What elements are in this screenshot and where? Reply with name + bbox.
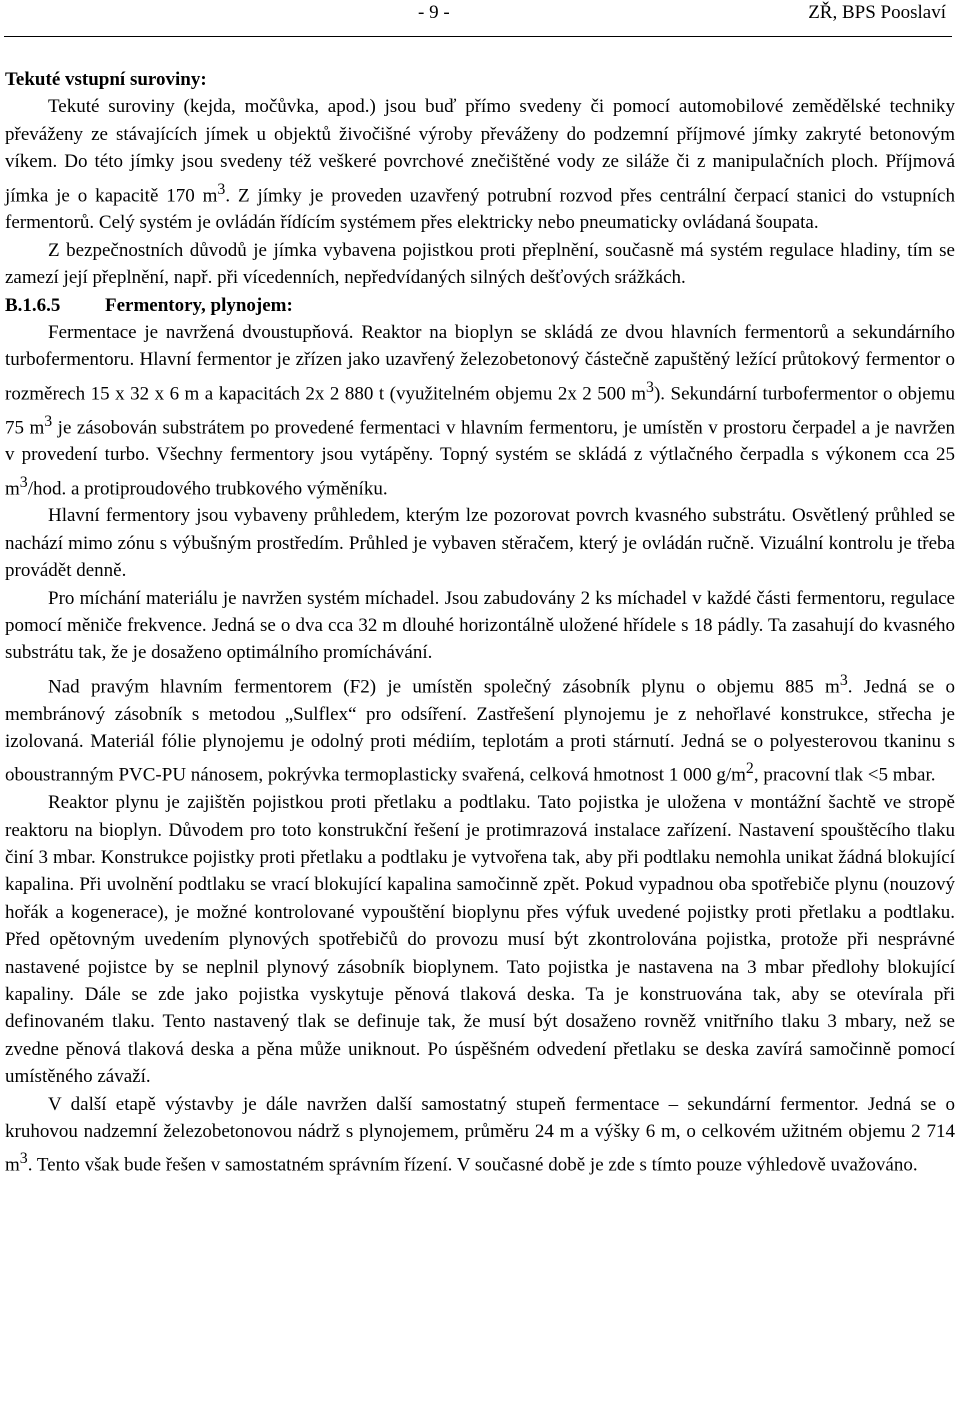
superscript: 3 [44,412,53,430]
header-source: ZŘ, BPS Pooslaví [808,2,946,23]
superscript: 3 [839,671,848,689]
paragraph [5,93,955,236]
text: . Tento však bude řešen v samostatném správním řízení. V současné době je zde s tímto pouze výhledově uvažováno. [27,1154,918,1176]
text: , pracovní tlak <5 mbar. [753,764,936,786]
text: Tekuté suroviny (kejda, močůvka, apod.) jsou buď přímo svedeny či pomocí automobilové zemědělské techniky převáženy ze stávajících jímek u objektů živočišné výroby převáženy do podzemní příjmové jímky zakryté betonovým víkem. Do této jímky jsou svedeny též veškeré povrchové znečištěné vody ze siláže či z manipulačních ploch. Příjmová jímka je o kapacitě 170 m [5,96,955,206]
paragraph: Z bezpečnostních důvodů je jímka vybavena pojistkou proti přeplnění, současně má systém regulace hladiny, tím se zamezí její přeplnění, např. při vícedenních, nepředvídaných silných dešťových srážkách. [5,239,955,289]
superscript: 3 [19,473,28,491]
subsection-title: Fermentory, plynojem: [105,294,293,316]
paragraph: Hlavní fermentory jsou vybaveny průhledem, kterým lze pozorovat povrch kvasného substrátu. Osvětlený průhled se nachází mimo zónu s výbušným prostředím. Průhled je vybaven stěračem, který je ovládán ručně. Vizuální kontrolu je třeba provádět denně. [5,505,955,582]
text: Fermentace je navržená dvoustupňová. Reaktor na bioplyn se skládá ze dvou hlavních fermentorů a sekundárního turbofermentoru. Hlavní fermentor je zřízen jako uzavřený železobetonový částečně zapuštěný ležící průtokový fermentor o rozměrech 15 x 32 x 6 m a kapacitách 2x 2 880 t (využitelném objemu 2x 2 500 m [5,321,955,405]
text: je zásobován substrátem po provedené fermentaci v hlavním fermentoru, je umístěn v prostoru čerpadel a je navržen v provedení turbo. Všechny fermentory jsou vytápěny. Topný systém se skládá z výtlačného čerpadla s výkonem cca 25 m [5,416,956,499]
paragraph [5,667,955,789]
superscript: 2 [745,760,754,778]
subsection-heading [5,292,955,319]
section-title: Tekuté vstupní suroviny: [5,69,207,90]
superscript: 3 [646,378,654,396]
superscript: 3 [217,180,226,198]
text: /hod. a protiproudového trubkového výměníku. [27,478,388,499]
text: V další etapě výstavby je dále navržen další samostatný stupeň fermentace – sekundární fermentor. Jedná se o kruhovou nadzemní železobetonovou nádrž s plynojemem, průměru 24 m a výšky 6 m, o celkovém užitném objemu 2 714 m [5,1093,955,1176]
superscript: 3 [19,1150,28,1168]
text: . Jedná se o membránový zásobník s metodou „Sulflex“ pro odsíření. Zastřešení plynojemu je z nehořlavé konstrukce, střecha je izolovaná. Materiál fólie plynojemu je odolný proti médiím, teplotám a proti stárnutí. Jedná se o polyesterovou tkaninu s oboustranným PVC-PU nánosem, pokrývka termoplasticky svařená, celková hmotnost 1 000 g/m [5,676,955,786]
text: Nad pravým hlavním fermentorem (F2) je umístěn společný zásobník plynu o objemu 885 m [48,676,840,698]
paragraph [5,1091,955,1180]
paragraph [5,319,955,502]
subsection-number: B.1.6.5 [5,294,61,316]
document-body [5,66,955,1179]
paragraph: Pro míchání materiálu je navržen systém míchadel. Jsou zabudovány 2 ks míchadel v každé části fermentoru, regulace pomocí měniče frekvence. Jedná se o dva cca 32 m dlouhé horizontálně uložené hřídele s 18 pádly. Ta zasahují do kvasného substrátu tak, že je dosaženo optimálního promíchávání. [5,587,955,664]
header-rule [4,36,952,37]
page-number: - 9 - [418,2,450,23]
paragraph: Reaktor plynu je zajištěn pojistkou proti přetlaku a podtlaku. Tato pojistka je uložena v montážní šachtě ve stropě reaktoru na bioplyn. Důvodem pro toto konstrukční řešení je protimrazová instalace zařízení. Nastavení spouštěcího tlaku činí 3 mbar. Konstrukce pojistky proti přetlaku a podtlaku je vytvořena tak, aby při podtlaku nemohla unikat žádná blokující kapalina. Při uvolnění podtlaku se vrací blokující kapalina samočinně zpět. Pokud vypadnou oba spotřebiče plynu (nouzový hořák a kogenerace), je možné kontrolované vypouštění bioplynu přes výfuk uvedené pojistky proti přetlaku a podtlaku. Před opětovným uvedením plynových spotřebičů do provozu musí být zkontrolována pojistka, protože při nesprávné nastavené pojistce by se neplnil plynový zásobník bioplynem. Tato pojistka je nastavena na 3 mbar předlohy blokující kapaliny. Dále se zde jako pojistka vyskytuje pěnová tlaková deska. Ta je konstruována tak, aby se otevírala při definovaném tlaku. Tento nastavený tlak se definuje tak, že musí být dosaženo rovněž vnitřního tlaku 3 mbary, než se zvedne pěnová tlaková deska a pěna může uniknout. Po úspěšném odvedení přetlaku se deska zavírá samočinně pomocí umístěného závaží. [5,792,955,1088]
page-header [0,0,960,40]
text: ). Sekundární turbofermentor o objemu 75 m [5,383,956,438]
text: . Z jímky je proveden uzavřený potrubní rozvod přes centrální čerpací stanici do vstupních fermentorů. Celý systém je ovládán řídícím systémem přes elektricky nebo pneumaticky ovládaná šoupata. [5,184,955,234]
